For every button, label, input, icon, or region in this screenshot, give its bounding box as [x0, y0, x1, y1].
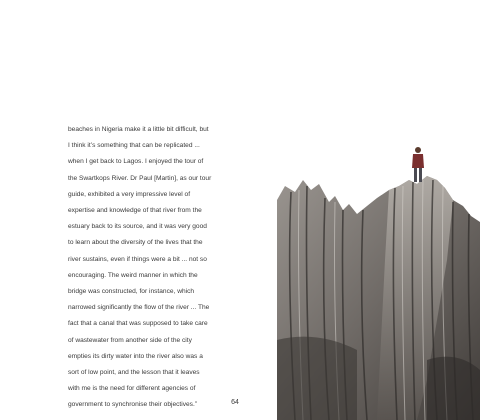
text-line: bridge was constructed, for instance, which — [68, 288, 195, 296]
text-line: of wastewater from another side of the city — [68, 336, 192, 344]
text-line: narrowed significantly the flow of the river ... The — [68, 304, 210, 312]
text-line: encouraging. The weird manner in which the — [68, 271, 198, 279]
text-line: government to synchronise their objectives.” — [68, 401, 198, 409]
text-line: empties its dirty water into the river also was a — [68, 352, 203, 360]
text-line: I think it’s something that can be replicated ... — [68, 142, 200, 150]
text-line: when I get back to Lagos. I enjoyed the tour of — [68, 158, 204, 166]
rock-photo — [277, 140, 480, 420]
text-line: fact that a canal that was supposed to take care — [68, 320, 208, 328]
text-line: beaches in Nigeria make it a little bit difficult, but — [68, 126, 209, 133]
text-line: estuary back to its source, and it was very good — [68, 223, 207, 231]
text-line: sort of low point, and the lesson that it leaves — [68, 369, 200, 377]
text-line: river sustains, even if things were a bit ... not so — [68, 255, 207, 263]
body-text — [68, 122, 246, 414]
text-line: expertise and knowledge of that river from the — [68, 207, 202, 215]
text-line: with me is the need for different agencies of — [68, 385, 196, 393]
text-line: to learn about the diversity of the lives that the — [68, 239, 203, 247]
page-number: 64 — [231, 399, 239, 406]
text-line: the Swartkops River. Dr Paul [Martin], as our tour — [68, 174, 212, 182]
text-line: guide, exhibited a very impressive level of — [68, 190, 191, 198]
